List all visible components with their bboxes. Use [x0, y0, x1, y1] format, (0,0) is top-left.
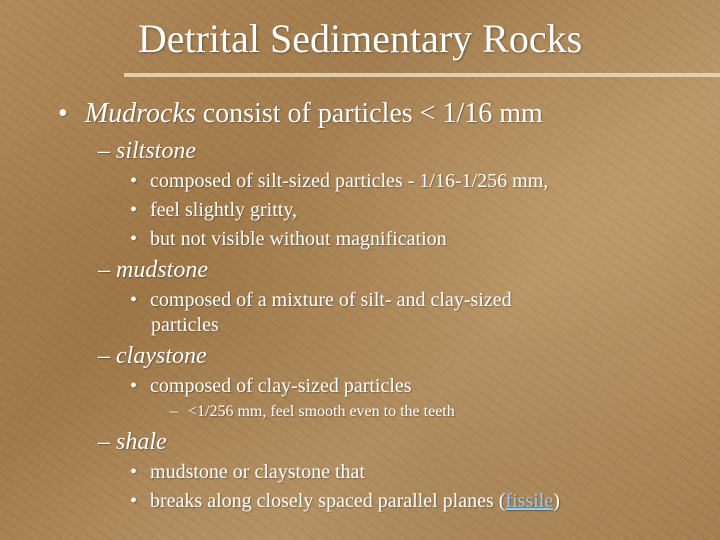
mudstone-point: [130, 288, 512, 312]
dot-marker: •: [130, 228, 138, 250]
siltstone-point-3: [130, 227, 447, 251]
siltstone-point-2: [130, 198, 297, 222]
shale-point-2-text: breaks along closely spaced parallel planes (: [150, 490, 506, 512]
slide-title: Detrital Sedimentary Rocks: [137, 16, 583, 61]
siltstone-point-2-text: feel slightly gritty,: [150, 199, 298, 221]
mudstone-heading: [98, 256, 208, 284]
dot-marker: •: [130, 199, 138, 221]
dash-marker: –: [98, 343, 110, 369]
dot-marker: •: [130, 490, 138, 512]
fissile-link[interactable]: fissile: [505, 490, 554, 512]
dash-marker: –: [98, 257, 110, 283]
mudrocks-term: Mudrocks: [84, 98, 196, 129]
dash-marker: –: [98, 138, 110, 164]
bullet-marker: •: [58, 98, 68, 129]
shale-point-1: [130, 460, 365, 484]
dot-marker: •: [130, 170, 138, 192]
claystone-point-text: composed of clay-sized particles: [150, 375, 412, 397]
mudstone-term: mudstone: [116, 257, 208, 283]
shale-term: shale: [116, 429, 167, 455]
mudstone-point-continuation: particles: [151, 314, 219, 336]
shale-point-2-close-paren: ): [553, 490, 560, 512]
claystone-term: claystone: [116, 343, 207, 369]
claystone-sub-point-text: <1/256 mm, feel smooth even to the teeth: [188, 403, 455, 420]
siltstone-point-1: [130, 169, 548, 193]
siltstone-heading: [98, 137, 196, 165]
claystone-point: [130, 374, 412, 398]
siltstone-point-3-text: but not visible without magnification: [150, 228, 447, 250]
dot-marker: •: [130, 461, 138, 483]
dot-marker: •: [130, 375, 138, 397]
dash-marker: –: [98, 429, 110, 455]
main-bullet-text: consist of particles < 1/16 mm: [195, 98, 543, 129]
dash-marker: –: [170, 403, 178, 420]
siltstone-term: siltstone: [116, 138, 197, 164]
shale-heading: [98, 428, 167, 456]
claystone-heading: [98, 342, 207, 370]
claystone-sub-point: [170, 402, 455, 422]
shale-point-1-text: mudstone or claystone that: [150, 461, 365, 483]
siltstone-point-1-text: composed of silt-sized particles - 1/16-1/256 mm,: [150, 170, 549, 192]
shale-point-2: [130, 489, 560, 513]
main-bullet-line: [58, 98, 543, 130]
mudstone-point-text-line-1: composed of a mixture of silt- and clay-sized: [150, 289, 512, 311]
dot-marker: •: [130, 289, 138, 311]
